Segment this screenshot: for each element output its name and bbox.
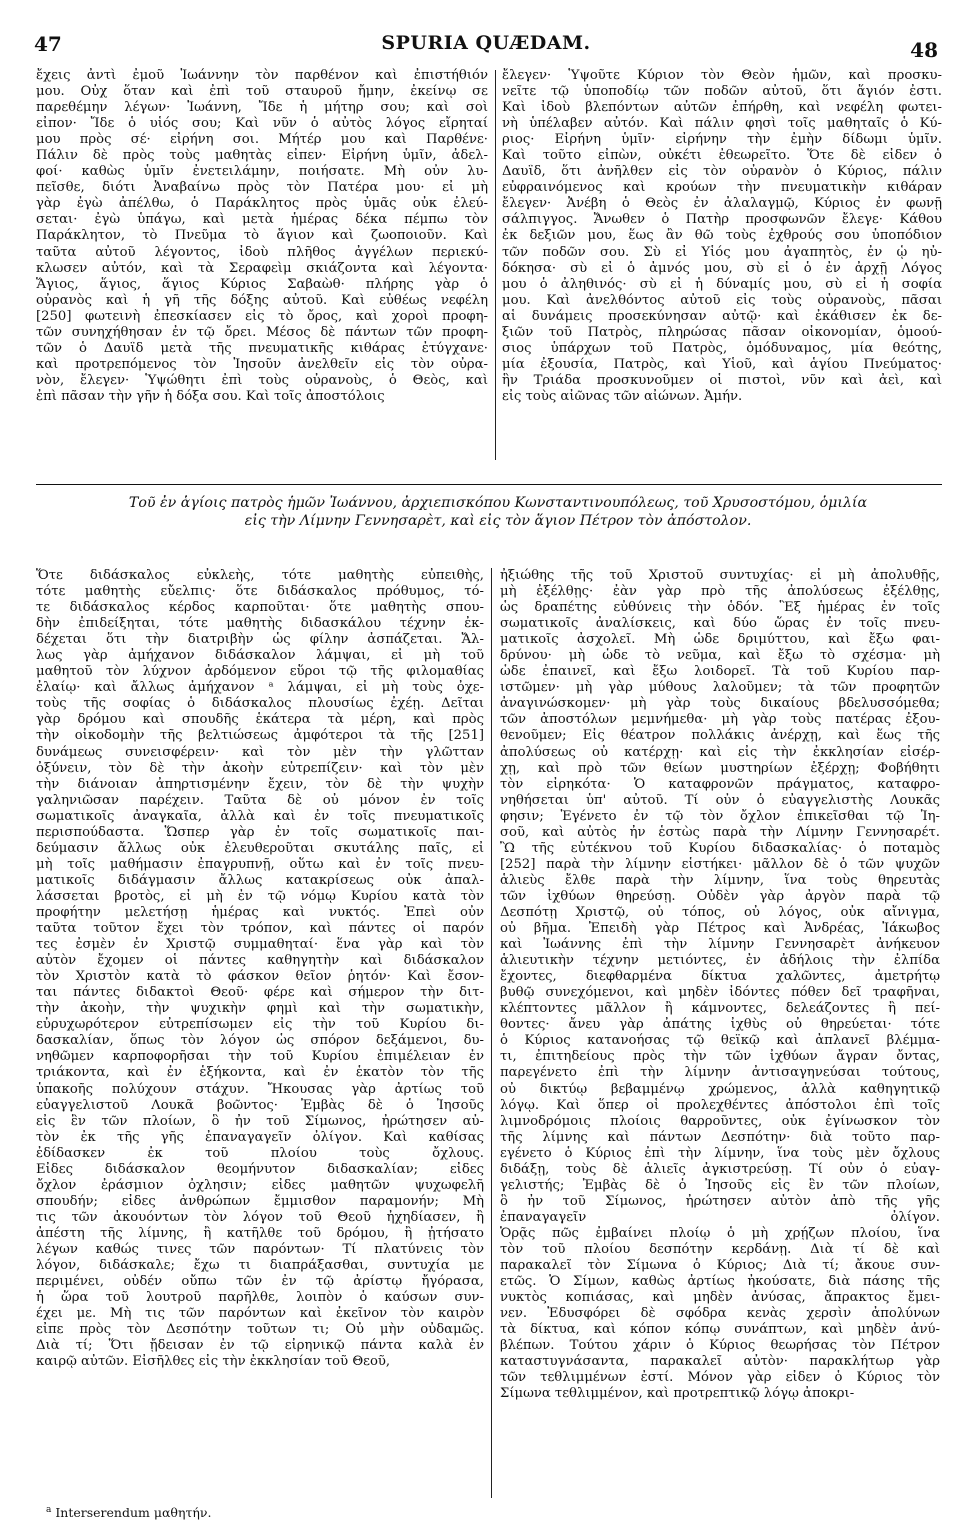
text-line: καιρῷ αὐτῶν. Εἰσῆλθες εἰς τὴν ἐκκλησίαν τοῦ Θεοῦ,: [36, 1354, 391, 1370]
text-line: τὰ δίκτυα, καὶ κόπον κόπῳ συνάπτων, καὶ μηδὲν ἀνύ-: [500, 1322, 940, 1338]
text-line: ἀναγινώσκομεν· μὴ γὰρ τοὺς δικαίους βδελυσσόμεθα;: [500, 696, 940, 712]
text-line: εἰς τοὺς αἰῶνας τῶν αἰώνων. Ἀμήν.: [502, 388, 743, 404]
text-line: γελιστής; Ἐμβὰς δὲ ὁ Ἰησοῦς εἰς ἓν τῶν πλοίων,: [500, 1177, 940, 1193]
text-line: ἀπολύσεως οὐ κατέρχῃ· καὶ εἰς τὴν ἐκκλησίαν εἰσέρ-: [500, 744, 940, 760]
text-line: λέγων καθώς τινες τῶν παρόντων· Τί πλατύνεις τὸν: [36, 1241, 484, 1257]
text-line: εγένετο ὁ Κύριος ἐπὶ τὴν λίμνην, ἵνα τοὺς μὲν ὄχλους: [500, 1145, 940, 1161]
text-line: Καὶ ἰδοὺ βλεπόντων αὐτῶν ἐπήρθη, καὶ νεφέλη φωτει-: [502, 100, 942, 116]
text-line: Ἅγιος, ἅγιος, ἅγιος Κύριος Σαβαὼθ· πλήρης γὰρ ὁ: [36, 276, 488, 292]
text-line: οὐ δικτύῳ βεβαμμένῳ χρώμενος, ἀλλὰ καθηγητικῷ: [500, 1081, 940, 1097]
text-line: γὰρ ἐγὼ ἀπέλθω, ὁ Παράκλητος πρὸς ὑμᾶς οὐκ ἐλεύ-: [36, 196, 488, 212]
text-line: ετῶς. Ὁ Σίμων, καθὼς ἀρτίως ἠκούσατε, διὰ πάσης τῆς: [500, 1274, 940, 1290]
text-line: παρακαλεῖ τὸν Σίμωνα ὁ Κύριος; Διὰ τί; ἄκουε συν-: [500, 1258, 940, 1274]
text-line: παρεγένετο ἐπὶ τὴν λίμνην ἀντισαγηνεύσαι τούτους,: [500, 1065, 940, 1081]
text-line: δυνάμεως συνεισφέρειν· καὶ τὸν μὲν τὴν γλῶτταν: [36, 744, 484, 760]
text-line: έχει με. Μὴ τις τῶν παρόντων καὶ ἐκεῖνον τὸν καιρὸν: [36, 1306, 484, 1322]
footnote: [46, 1505, 211, 1520]
text-line: εὐρυχωρότερον εὐτρεπίσωμεν εἰς τὴν τοῦ Κυρίου δι-: [36, 1017, 484, 1033]
text-line: τότε μαθητὴς εὔελπις· ὅτε διδάσκαλος πρόθυμος, τό-: [36, 584, 484, 600]
text-line: μὴ ἐξέλθῃς· ἐὰν γὰρ πρὸ τῆς ἀπολύσεως ἐξέλθῃς,: [500, 584, 940, 600]
text-line: σπουδήν; εἶδες ἀνθρώπων ἔμμισθον παραμονήν; Μὴ: [36, 1193, 484, 1209]
text-line: μὴ τοῖς μαθήμασιν ἐπαγρυπνῇ, οὕτω καὶ ἐν τοῖς πνευ-: [36, 856, 484, 872]
text-line: τῶν ποδῶν σου. Σὺ εἶ Υἱός μου ἀγαπητὸς, ἐν ᾧ ηὐ-: [502, 244, 942, 260]
text-line: ὑπακοῆς πολύχουν στάχυν. Ἤκουσας γὰρ ἀρτίως τοῦ: [36, 1081, 484, 1097]
text-line: θοντες· ἄνευ γὰρ ἀπάτης ἰχθὺς οὐ θηρεύεται· τότε: [500, 1017, 940, 1033]
text-line: τῶν ἀποστόλων μεμνήμεθα· μὴ γὰρ τοὺς πατέρας ἐξου-: [500, 712, 940, 728]
text-line: νηθῶμεν καρποφορῆσαι τὴν τοῦ Κυρίου ἐπιμέλειαν ἐν: [36, 1049, 484, 1065]
text-line: ριος· Εἰρήνη ὑμῖν· εἰρήνην τὴν ἐμὴν δίδωμι ὑμῖν.: [502, 132, 942, 148]
text-line: τὴν διάνοιαν ἀπηρτισμένην ἔχειν, τὸν δὲ τὴν ψυχὴν: [36, 776, 484, 792]
text-line: [252] παρὰ τὴν λίμνην εἱστήκει· μᾶλλον δὲ ὁ τῶν ψυχῶν: [500, 856, 940, 872]
text-line: τις τῶν ἀκουόντων τὸν λόγον τοῦ Θεοῦ ἠχηδίασεν, ἢ: [36, 1209, 484, 1225]
page-header: [34, 32, 938, 62]
column-divider: [495, 70, 496, 460]
text-line: τὴν ἀκοὴν, τὴν ψυχικὴν φημὶ καὶ τὴν σωματικὴν,: [36, 1001, 484, 1017]
text-line: φοί· καθὼς ὑμῖν ἐνετειλάμην, ποιήσατε. Μὴ οὖν λυ-: [36, 164, 488, 180]
text-line: ὀξύνειν, τὸν δὲ τὴν ἀκοὴν εὐτρεπίζειν· καὶ τὸν μὲν: [36, 760, 484, 776]
text-line: σωματικοῖς ἀναγκαῖα, ἀλλὰ καὶ ἐν τοῖς πνευματικοῖς: [36, 808, 484, 824]
text-line: παρεθέμην λέγων· Ἰωάννη, Ἴδε ἡ μήτηρ σου; καὶ σοὶ: [36, 100, 488, 116]
text-line: Παράκλητον, τὸ Πνεῦμα τὸ ἅγιον καὶ ζωοποιοῦν. Καὶ: [36, 228, 488, 244]
text-line: μου. Οὐχ ὅταν καὶ ἐπὶ τοῦ σταυροῦ ἤμην, ἐκείνῳ σε: [36, 84, 488, 100]
text-line: ἐδίδασκεν ἐκ τοῦ πλοίου τοὺς ὄχλους.: [36, 1145, 484, 1161]
top-left-column: [36, 68, 488, 405]
text-line: καταστυγνάσαντα, παρακαλεῖ αὐτὸν· παρακλήτωρ γὰρ: [500, 1354, 940, 1370]
text-line: ἔλεγεν· Ἀνέβη ὁ Θεὸς ἐν ἀλαλαγμῷ, Κύριος ἐν φωνῇ: [502, 196, 942, 212]
text-line: ἐλαίῳ· καὶ ἄλλως ἀμήχανον ᵃ λάμψαι, εἰ μὴ τοὺς ὀχε-: [36, 680, 484, 696]
text-line: τὸν ἐκ τῆς γῆς ἐπαναγαγεῖν ὀλίγον. Καὶ καθίσας: [36, 1129, 484, 1145]
text-line: [250] φωτεινὴ ἐπεσκίασεν εἰς τὸ ὄρος, καὶ χοροὶ προφη-: [36, 308, 488, 324]
text-line: πεῖσθε, διότι Ἀναβαίνω πρὸς τὸν Πατέρα μου· εἰ μὴ: [36, 180, 488, 196]
text-line: δόκησα· σὺ εἶ ὁ ἀμνός μου, σὺ εἶ ὁ ἐν ἀρχῇ Λόγος: [502, 260, 942, 276]
text-line: νηθήσεται ὑπ' αὐτοῦ. Τί οὖν ὁ εὐαγγελιστὴς Λουκᾶς: [500, 792, 940, 808]
homily-title-line-1: Τοῦ ἐν ἁγίοις πατρὸς ἡμῶν Ἰωάννου, ἀρχιεπισκόπου Κωνσταντινουπόλεως, τοῦ Χρυσοστόμου, ὁμιλία: [128, 495, 868, 511]
text-line: εἰς ἓν τῶν πλοίων, ὃ ἦν τοῦ Σίμωνος, ἠρώτησεν αὐ-: [36, 1113, 484, 1129]
text-line: ταῦτα τοῦτον ἔχει τὸν τρόπον, καὶ πάντες οἱ παρόν: [36, 921, 484, 937]
text-line: ματικοῖς διδάγμασιν ἄλλως κατακρίσεως οὐκ ἀπαλ-: [36, 872, 484, 888]
text-line: περιμένει, οὐδέν οὔπω τῶν ἐν τῷ ἀρίστῳ ἤγόρασα,: [36, 1274, 484, 1290]
text-line: εὐαγγελιστοῦ Λουκᾶ βοῶντος· Ἐμβὰς δὲ ὁ Ἰησοῦς: [36, 1097, 484, 1113]
text-line: τὸν τοῦ πλοίου δεσπότην κερδάνῃ. Διὰ τί δὲ καὶ: [500, 1241, 940, 1257]
text-line: αὐτὸν ἔχομεν οἱ πάντες καθηγητὴν καὶ διδάσκαλον: [36, 953, 484, 969]
text-line: Διὰ τί; Ὅτι ᾔδεισαν ἐν τῷ εἰρηνικῷ πάντα καλὰ ἐν: [36, 1338, 484, 1354]
text-line: Δεσπότῃ Χριστῷ, οὐ τόπος, οὐ λόγος, οὐκ αἴνιγμα,: [500, 904, 940, 920]
text-line: αἱ δυνάμεις προσεκύνησαν αὐτῷ· καὶ ἐκάθισεν ἐκ δε-: [502, 308, 942, 324]
text-line: θενοῦμεν; Εἰς θέατρον πολλάκις ἀνέρχῃ, καὶ ἕως τῆς: [500, 728, 940, 744]
text-line: τριάκοντα, καὶ ἐν ἑξήκοντα, καὶ ἐν ἑκατὸν τὸν τῆς: [36, 1065, 484, 1081]
text-line: ἔλεγεν· Ὑψοῦτε Κύριον τὸν Θεὸν ἡμῶν, καὶ προσκυ-: [502, 68, 942, 83]
text-line: τῶν συνηχήθησαν ἐν τῷ ὄρει. Μέσος δὲ πάντων τῶν προφη-: [36, 324, 488, 340]
text-line: σάλπιγγος. Ἄνωθεν ὁ Πατὴρ προσφωνῶν ἔλεγε· Κάθου: [502, 212, 942, 228]
text-line: τι, ἐπιτηδείους πρὸς τὴν τῶν ἰχθύων ἄγραν ὄντας,: [500, 1049, 940, 1065]
text-line: οὐρανὸς καὶ ἡ γῆ τῆς δόξης αὐτοῦ. Καὶ εὐθέως νεφέλη: [36, 292, 488, 308]
text-line: λως γὰρ ἀμήχανον διδάσκαλον λάμψαι, εἰ μὴ τοῦ: [36, 648, 484, 664]
text-line: τὴν οἰκοδομὴν τῆς βελτιώσεως ἀμφότεροι τὰ τῆς [251]: [36, 728, 484, 744]
text-line: τῆς λίμνης καὶ πάντων Δεσπότην· διὰ τοῦτο παρ-: [500, 1129, 940, 1145]
text-line: κλέπτοντες μᾶλλον ἢ κάμνοντες, δελεάζοντες ἢ πεί-: [500, 1001, 940, 1017]
text-line: δὴν ἐπιδείξηται, τότε μαθητὴς διδασκάλου τέχνην ἐκ-: [36, 616, 484, 632]
text-line: γὰρ δρόμου καὶ σπουδῆς ἑκάτερα τὰ μέρη, καὶ πρὸς: [36, 712, 484, 728]
text-line: ἁλιεὺς ἔλθε παρὰ τὴν λίμνην, ἵνα τοὺς θηρευτὰς: [500, 872, 940, 888]
text-line: ὄχλον ἐράσμιον ὀχλησιν; εἶδες μαθητῶν ψυχωφελῆ: [36, 1177, 484, 1193]
text-line: Εἶδες διδάσκαλον θεομήνυτον διδασκαλίαν; εἶδες: [36, 1161, 484, 1177]
text-line: ὧδε ἐπαινεῖ, καὶ ἔξω λοιδορεῖ. Τὰ τοῦ Κυρίου παρ-: [500, 664, 940, 680]
text-line: ἐπὶ πᾶσαν τὴν γῆν ἡ δόξα σου. Καὶ τοῖς ἀποστόλοις: [36, 388, 385, 404]
text-line: ιστῶμεν· μὴ γὰρ μύθους λαλοῦμεν; τὰ τῶν προφητῶν: [500, 680, 940, 696]
text-line: μου ὁ ἀληθινός· σὺ εἶ ἡ δύναμίς μου, σὺ εἶ ἡ σοφία: [502, 276, 942, 292]
section-rule: [36, 484, 942, 485]
text-line: εὐφραινόμενος καὶ κρούων τὴν πνευματικὴν κιθάραν: [502, 180, 942, 196]
text-line: καὶ Ἰωάννης ἐπὶ τὴν λίμνην Γεννησαρὲτ ἀνήκευον: [500, 937, 940, 953]
text-line: χῃ, καὶ πρὸ τῶν θείων μυστηρίων ἐξέρχῃ; Φοβήθητι: [500, 760, 940, 776]
text-line: ἁλιευτικὴν τέχνην μετιόντες, ἐν ἀδήλοις τὴν ἐλπίδα: [500, 953, 940, 969]
text-line: νεν. Ἐδυσφόρει δὲ σφόδρα κενὰς χερσὶν ἀπολύνων: [500, 1306, 940, 1322]
text-line: ἠξιώθης τῆς τοῦ Χριστοῦ συντυχίας· εἰ μὴ ἀπολυθῇς,: [500, 568, 940, 583]
text-line: βυθῷ συνεχόμενοι, καὶ μηδὲν ἰδόντες πόθεν δεῖ τραφῆναι,: [500, 985, 940, 1001]
text-line: τῶν ἰχθύων θηρεύσῃ. Οὐδὲν γὰρ ἀργὸν παρὰ τῷ: [500, 888, 940, 904]
text-line: εἶπε πρὸς τὸν Δεσπότην τοῦτων τι; Οὐ μὴν οὐδαμῶς.: [36, 1322, 484, 1338]
text-line: τῶν τεθλιμμένων ἐστί. Μόνον γὰρ εἶδεν ὁ Κύριος τὸν: [500, 1370, 940, 1386]
page-number-right: 48: [910, 38, 938, 62]
text-line: οὐ βῆμα. Ἐπειδὴ γὰρ Πέτρος καὶ Ἀνδρέας, Ἰάκωβος: [500, 921, 940, 937]
text-line: περισπούδαστα. Ὥσπερ γὰρ ἐν τοῖς σωματικοῖς παι-: [36, 824, 484, 840]
text-line: δασκαλίαν, ὅπως τὸν λόγον ὡς σπόρον δεξάμενοι, δυ-: [36, 1033, 484, 1049]
text-line: ὡς δραπέτης εὐθύνεις τὴν ὁδόν. Ἓξ ἡμέρας ἐν τοῖς: [500, 600, 940, 616]
text-line: τῶν ὁ Δαυῒδ μετὰ τῆς πνευματικῆς κιθάρας ἐτύγχανε·: [36, 340, 488, 356]
text-line: λάσσεται βροτὸς, εἰ μὴ ἐν τῷ νόμῳ Κυρίου κατὰ τὸν: [36, 888, 484, 904]
text-line: ἔχεις ἀντὶ ἐμοῦ Ἰωάννην τὸν παρθένον καὶ ἐπιστήθιόν: [36, 68, 488, 83]
footnote-marker: a: [46, 1505, 52, 1515]
footnote-text: Interserendum μαθητήν.: [55, 1505, 212, 1521]
text-line: τὸν εἰρηκότα· Ὁ καταφρονῶν πράγματος, καταφρο-: [500, 776, 940, 792]
column-divider: [491, 568, 492, 1498]
running-title: SPURIA QUÆDAM.: [381, 32, 591, 54]
text-line: νὴ ὑπέλαβεν αὐτόν. Καὶ πάλιν φησὶ τοῖς μαθηταῖς ὁ Κύ-: [502, 116, 942, 132]
text-line: ξιῶν τοῦ Πατρὸς, πληρώσας πᾶσαν οἰκονομίαν, ὁμοού-: [502, 324, 942, 340]
text-line: Πάλιν δὲ πρὸς τοὺς μαθητὰς εἶπεν· Εἰρήνη ὑμῖν, ἀδελ-: [36, 148, 488, 164]
text-line: δέχεται ὅτι τὴν διατριβὴν ὡς φίλην ἀσπάζεται. Ἄλ-: [36, 632, 484, 648]
text-line: ταῦτα αὐτοῦ λέγοντος, ἰδοὺ πλῆθος ἀγγέλων περιεκύ-: [36, 244, 488, 260]
text-line: νὸν, ἔλεγεν· Ὑψώθητι ἐπὶ τοὺς οὐρανοὺς, ὁ Θεὸς, καὶ: [36, 372, 488, 388]
text-line: δρύνου· μὴ ὧδε τὸ νεῦμα, καὶ ἔξω τὸ σχέσμα· μὴ: [500, 648, 940, 664]
text-line: μαθητοῦ τὸν λύχνον ἀρδόμενον εὕροι τῷ τῆς φιλομαθίας: [36, 664, 484, 680]
text-line: φησιν; Ἐγένετο ἐν τῷ τὸν ὄχλον ἐπικεῖσθαι τῷ Ἰη-: [500, 808, 940, 824]
text-line: ἀπέστη τῆς λίμνης, ἢ κατῆλθε τοῦ δρόμου, ἢ ᾐτήσατο: [36, 1225, 484, 1241]
text-line: σεται· ἐγὼ ὑπάγω, καὶ μετὰ ἡμέρας δέκα πέμπω τὸν: [36, 212, 488, 228]
text-line: τε διδάσκαλος κέρδος καρποῦται· ὅτε μαθητὴς σπου-: [36, 600, 484, 616]
text-line: βλέπων. Τούτου χάριν ὁ Κύριος θεωρήσας τὸν Πέτρον: [500, 1338, 940, 1354]
top-right-column: [502, 68, 942, 405]
text-line: ὃ ἦν τοῦ Σίμωνος, ἠρώτησεν αὐτὸν ἀπὸ τῆς γῆς: [500, 1193, 940, 1209]
text-line: σιος ὑπάρχων τοῦ Πατρὸς, ὁμόδυναμος, μία θεότης,: [502, 340, 942, 356]
text-line: Ὢ τῆς εὐτέκνου τοῦ Κυρίου διδασκαλίας· ὁ ποταμὸς: [500, 840, 940, 856]
text-line: ἡ ὥρα τοῦ λουτροῦ παρῆλθε, λοιπὸν ὁ καύσων συν-: [36, 1290, 484, 1306]
text-line: τοὺς τῆς σοφίας ὁ διδάσκαλος πλουσίως ἐχέῃ. Δεῖται: [36, 696, 484, 712]
text-line: ται πάντες διδακτοὶ Θεοῦ· φέρε καὶ σήμερον τὴν διτ-: [36, 985, 484, 1001]
text-line: Ὅτε διδάσκαλος εὐκλεὴς, τότε μαθητὴς εὐπειθὴς,: [36, 568, 484, 583]
text-line: Ὁρᾷς πῶς ἐμβαίνει πλοίῳ ὁ μὴ χρῄζων πλοίου, ἵνα: [500, 1225, 940, 1241]
text-line: ἣν Τριάδα προσκυνοῦμεν οἱ πιστοὶ, νῦν καὶ ἀεὶ, καὶ: [502, 372, 942, 388]
text-line: ἐπαναγαγεῖν ὀλίγον.: [500, 1209, 940, 1225]
text-line: ματικοῖς ἀσχολεῖ. Μὴ ὧδε δριμύττου, καὶ ἔξω φαι-: [500, 632, 940, 648]
text-line: ἔχοντες, διεφθαρμένα δίκτυα χαλῶντες, ἀμετρήτῳ: [500, 969, 940, 985]
homily-title-line-2: εἰς τὴν Λίμνην Γεννησαρὲτ, καὶ εἰς τὸν ἅγιον Πέτρον τὸν ἀπόστολον.: [244, 513, 752, 529]
text-line: διδάξῃ, τοὺς δὲ ἁλιεῖς ἀγκιστρεύσῃ. Τί οὖν ὁ εὐαγ-: [500, 1161, 940, 1177]
text-line: προφήτην μελετήσῃ ἡμέρας καὶ νυκτός. Ἐπεὶ οὖν: [36, 904, 484, 920]
text-line: λιμνοδρόμοις πλοίοις θαρροῦντες, οὐκ ἐγίνωσκον τὸν: [500, 1113, 940, 1129]
text-line: δεύμασιν ἄλλως οὐκ ἐλευθεροῦται σκυτάλης παῖς, εἰ: [36, 840, 484, 856]
text-line: τὸν Χριστὸν κατὰ τὸ φάσκον θεῖον ῥητόν· Καὶ ἔσον-: [36, 969, 484, 985]
text-line: μου. Καὶ ἀνελθόντος αὐτοῦ εἰς τοὺς οὐρανοὺς, πᾶσαι: [502, 292, 942, 308]
text-line: τες ἐσμὲν ἐν Χριστῷ συμμαθηταί· ἕνα γὰρ καὶ τὸν: [36, 937, 484, 953]
text-line: σοῦ, καὶ αὐτὸς ἦν ἑστὼς παρὰ τὴν Λίμνην Γεννησαρέτ.: [500, 824, 940, 840]
text-line: ἐκ δεξιῶν μου, ἕως ἂν θῶ τοὺς ἐχθρούς σου ὑποπόδιον: [502, 228, 942, 244]
text-line: Δαυῒδ, ὅτι ἀνῆλθεν εἰς τὸν οὐρανὸν ὁ Κύριος, πάλιν: [502, 164, 942, 180]
text-line: Σίμωνα τεθλιμμένον, καὶ προτρεπτικῷ λόγῳ ἀποκρι-: [500, 1386, 855, 1402]
bottom-left-column: [36, 568, 484, 1370]
text-line: εἶπον· Ἴδε ὁ υἱός σου; Καὶ νῦν ὁ αὐτὸς λόγος εἴρηταί: [36, 116, 488, 132]
text-line: λόγῳ. Καὶ ὅπερ οἱ προλεχθέντες ἀπόστολοι ἐπὶ τοῖς: [500, 1097, 940, 1113]
homily-title: [60, 494, 936, 530]
text-line: σωματικοῖς ἀναλίσκεις, καὶ δύο ὥρας ἐν τοῖς πνευ-: [500, 616, 940, 632]
text-line: καὶ προτρεπόμενος τὸν Ἰησοῦν ἀνελθεῖν εἰς τὸν οὐρα-: [36, 356, 488, 372]
text-line: νυκτὸς κοπιάσας, καὶ μηδὲν ἀνύσας, ἄπρακτος ἔμει-: [500, 1290, 940, 1306]
page-number-left: 47: [34, 32, 62, 56]
text-line: νεῖτε τῷ ὑποποδίῳ τῶν ποδῶν αὐτοῦ, ὅτι ἅγιόν ἐστι.: [502, 84, 942, 100]
text-line: μου πρὸς σέ· εἰρήνη σοι. Μήτέρ μου καὶ Παρθένε·: [36, 132, 488, 148]
text-line: μία ἐξουσία, Πατρὸς, καὶ Υἱοῦ, καὶ ἁγίου Πνεύματος·: [502, 356, 942, 372]
text-line: γαληνιῶσαν παρέχειν. Ταῦτα δὲ οὐ μόνον ἐν τοῖς: [36, 792, 484, 808]
text-line: ὁ Κύριος κατανοήσας τῷ θεϊκῷ καὶ ἀπλανεῖ βλέμμα-: [500, 1033, 940, 1049]
text-line: κλωσεν αὐτόν, καὶ τὰ Σεραφεὶμ σκιάζοντα καὶ λέγοντα·: [36, 260, 488, 276]
text-line: λόγον, διδάσκαλε; ἔχω τι διαπράξασθαι, συντυχία με: [36, 1258, 484, 1274]
bottom-right-column: [500, 568, 940, 1402]
text-line: Καὶ τοῦτο εἰπὼν, οὐκέτι ἐθεωρεῖτο. Ὅτε δὲ εἶδεν ὁ: [502, 148, 942, 164]
